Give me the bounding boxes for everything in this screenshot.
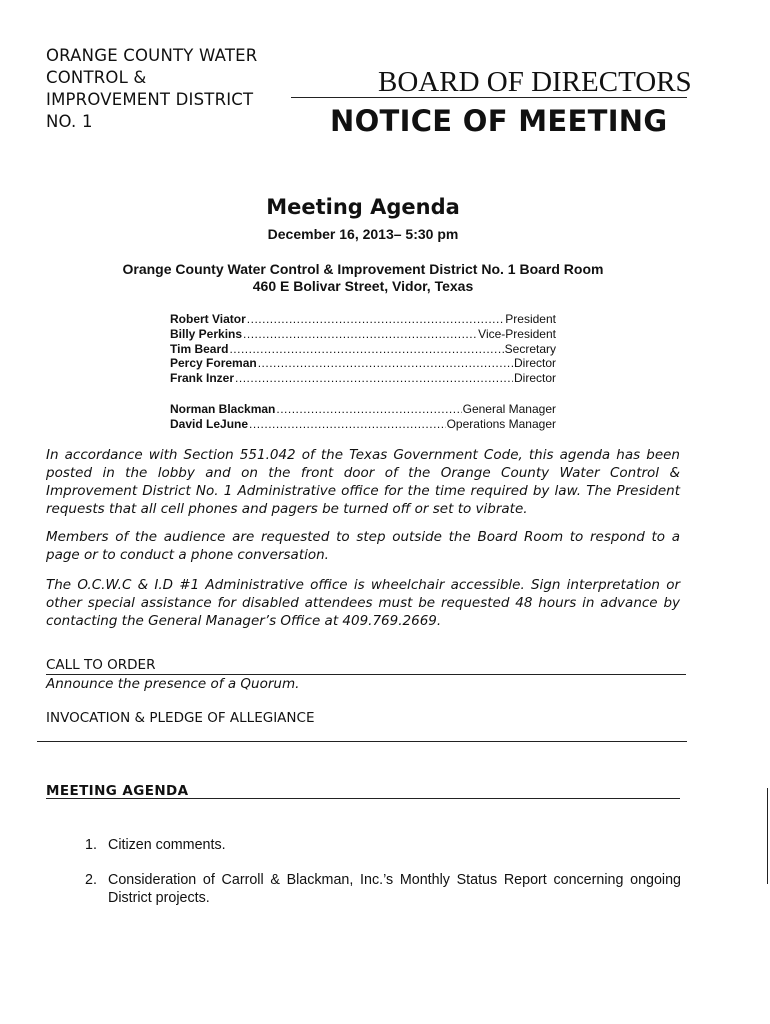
district-name-line: NO. 1: [46, 112, 93, 131]
agenda-item-number: 1.: [85, 837, 97, 853]
roster-row: [170, 417, 556, 432]
staff-role: Operations Manager: [446, 416, 556, 431]
district-name-line: IMPROVEMENT DISTRICT: [46, 90, 254, 109]
call-to-order-heading: CALL TO ORDER: [46, 657, 156, 673]
section-divider: [37, 741, 687, 742]
roster-row: [170, 356, 556, 371]
meeting-agenda-heading: MEETING AGENDA: [46, 783, 189, 799]
leader-dots: [258, 356, 513, 371]
meeting-agenda-underline: [46, 798, 680, 799]
leader-dots: [229, 342, 503, 357]
member-name: Frank Inzer: [170, 371, 235, 386]
member-name: Tim Beard: [170, 341, 229, 356]
quorum-note: Announce the presence of a Quorum.: [46, 676, 300, 692]
leader-dots: [243, 327, 477, 342]
staff-role: General Manager: [462, 402, 556, 416]
margin-bar: [767, 788, 768, 884]
agenda-item-number: 2.: [85, 872, 97, 888]
leader-dots: [276, 402, 461, 417]
meeting-address: 460 E Bolivar Street, Vidor, Texas: [252, 278, 474, 294]
staff-name: David LeJune: [170, 416, 249, 431]
member-role: Vice-President: [478, 326, 556, 341]
agenda-item: [85, 836, 681, 854]
district-name-line: CONTROL &: [46, 68, 147, 87]
header-divider: [291, 97, 687, 98]
member-role: Director: [513, 371, 556, 386]
meeting-agenda-title: Meeting Agenda: [266, 195, 460, 219]
roster-row: [170, 312, 556, 327]
notice-of-meeting-title: NOTICE OF MEETING: [330, 104, 668, 138]
district-name-line: ORANGE COUNTY WATER: [46, 46, 258, 65]
roster-row: [170, 342, 556, 357]
meeting-date: December 16, 2013– 5:30 pm: [267, 226, 459, 242]
agenda-list: [85, 836, 681, 854]
agenda-item-text: Consideration of Carroll & Blackman, Inc.’s Monthly Status Report concerning ongoing District projects.: [108, 872, 681, 906]
leader-dots: [249, 417, 446, 432]
board-of-directors-heading: BOARD OF DIRECTORS: [378, 66, 692, 98]
staff-name: Norman Blackman: [170, 402, 276, 416]
member-role: Director: [513, 356, 556, 371]
accessibility-notice-text: The O.C.W.C & I.D #1 Administrative office is wheelchair accessible. Sign interpretation or other special assistance for disabled attendees must be requested 48 hours in advance by contacting the General Manager’s Office at 409.769.2669.: [46, 577, 680, 629]
leader-dots: [235, 371, 513, 386]
leader-dots: [247, 312, 505, 327]
board-roster: [170, 312, 556, 386]
meeting-location: Orange County Water Control & Improvement District No. 1 Board Room: [122, 261, 604, 277]
member-role: Secretary: [504, 341, 556, 356]
member-name: Billy Perkins: [170, 326, 243, 341]
agenda-list: [85, 871, 681, 907]
roster-row: [170, 402, 556, 417]
invocation-heading: INVOCATION & PLEDGE OF ALLEGIANCE: [46, 710, 315, 726]
member-name: Robert Viator: [170, 312, 246, 326]
agenda-item-text: Citizen comments.: [108, 837, 226, 853]
audience-notice-text: Members of the audience are requested to step outside the Board Room to respond to a page or to conduct a phone conversation.: [46, 529, 680, 563]
roster-row: [170, 371, 556, 386]
member-role: President: [505, 312, 556, 326]
accessibility-notice-paragraph: [46, 576, 680, 630]
legal-notice-text: In accordance with Section 551.042 of the Texas Government Code, this agenda has been posted in the lobby and on the front door of the Orange County Water Control & Improvement District No. 1 Administrative office for the time required by law. The President requests that all cell phones and pagers be turned off or set to vibrate.: [46, 447, 680, 517]
staff-roster: [170, 402, 556, 432]
legal-notice-paragraph: [46, 446, 680, 518]
agenda-item: [85, 871, 681, 907]
call-to-order-rule: [46, 674, 686, 675]
audience-notice-paragraph: [46, 528, 680, 564]
member-name: Percy Foreman: [170, 356, 257, 371]
district-name: [46, 45, 257, 133]
roster-row: [170, 327, 556, 342]
